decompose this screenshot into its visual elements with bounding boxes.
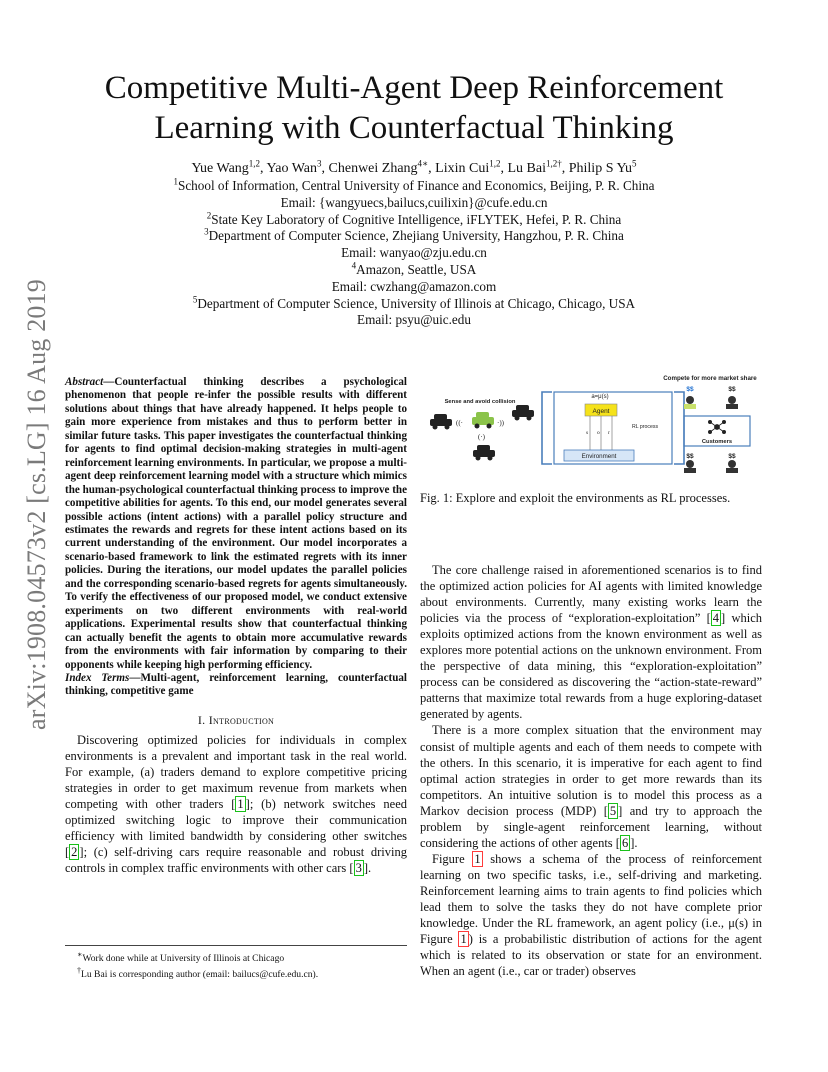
author-affiliation-mark: 1,2 — [489, 158, 501, 169]
footnote-mark: † — [77, 966, 81, 976]
paragraph-text: Discovering optimized policies for individuals in complex environments is a prevalent and important task in the real world. For example, (a) traders demand to explore competitive pricing strategies in order to get maximum revenue from markets when competing with other traders — [65, 732, 407, 812]
footnotes — [65, 945, 407, 981]
author-block — [120, 160, 708, 329]
fig-left-label: Sense and avoid collision — [444, 399, 516, 405]
author-affiliation-mark: 1,2† — [545, 158, 562, 169]
footnote — [65, 965, 407, 981]
author-affiliation-mark: 3 — [317, 158, 322, 169]
agent-label: Agent — [592, 408, 610, 415]
dollar-label-2: $$ — [728, 386, 736, 393]
paragraph-text: . — [368, 861, 372, 876]
affiliation-line — [120, 279, 708, 296]
figure-1 — [420, 372, 766, 487]
index-terms-label: Index Terms — [65, 671, 130, 684]
trader-icon — [684, 396, 696, 409]
right-frame — [674, 392, 684, 464]
affiliation-mark: 5 — [192, 294, 198, 305]
paragraph-text: The core challenge raised in aforementioned scenarios is to find the optimized action policies for AI agents with limited knowledge about environments. Currently, many existing works learn the policies via the process of “exploration-exploitation” — [420, 563, 762, 626]
affiliation-list — [120, 178, 708, 329]
index-terms — [65, 672, 407, 699]
affiliation-line — [120, 228, 708, 245]
figure-ref-link[interactable]: 1 — [474, 851, 481, 866]
author-affiliation-mark: 4∗ — [417, 158, 429, 169]
abstract-label: Abstract — [65, 376, 104, 388]
footnote-mark: ∗ — [77, 950, 83, 959]
affiliation-text: Email: psyu@uic.edu — [357, 312, 471, 328]
signal-icon-2: ·)) — [497, 419, 504, 427]
abstract — [65, 376, 407, 672]
left-frame — [542, 392, 552, 464]
author-name: Philip S Yu — [568, 161, 633, 176]
citation-link[interactable]: 3 — [355, 861, 362, 876]
affiliation-mark: 1 — [173, 176, 178, 187]
footnote-text: Work done while at University of Illinois at Chicago — [82, 953, 285, 965]
author-name: Yue Wang — [191, 161, 249, 176]
car-icon-3 — [473, 445, 495, 461]
affiliation-text: Department of Computer Science, University of Illinois at Chicago, Chicago, USA — [197, 295, 636, 311]
affiliation-line — [120, 296, 708, 313]
affiliation-line — [120, 195, 708, 212]
abstract-text: —Counterfactual thinking describes a psychological phenomenon that people re-infer the possible results with different solutions about things that have already happened. It helps people to gain more experience from mistakes and thus to perform better in similar future tasks. This paper investigates the counterfactual thinking for agents to find optimal decision-making strategies in multi-agent reinforcement learning environments. In particular, we propose a multi-agent deep reinforcement learning model with a structure which mimics the human-psychological counterfactual thinking process to improve the competitive abilities for agents. To this end, our model generates several possible actions (intent actions) with a parallel policy structure and estimates the rewards and regrets for these intent actions based on its current understanding of the environment. Our model incorporates a scenario-based framework to link the estimated regrets with its inner policies. During the iterations, our model updates the parallel policies and the corresponding scenario-based regrets for agents simultaneously. To verify the effectiveness of our proposed model, we conduct extensive experiments on two different environments with real-world applications. Experimental results show that counterfactual thinking can actually benefit the agents to obtain more accumulative rewards from the environments with fair information by comparing to their opponents while keeping high performing efficiency. — [65, 376, 407, 671]
author-affiliation-mark: 5 — [632, 158, 637, 169]
author-name: Chenwei Zhang — [328, 161, 418, 176]
affiliation-line — [120, 212, 708, 229]
intro-paragraph-1: Discovering optimized policies for individuals in complex environments is a prevalent and important task in the real world. For example, (a) traders demand to explore competitive pricing strategies in order to get maximum revenue from markets when competing with other traders [ 1 ]; (b) network switches need optimized switching logic to improve their communication efficiency with limited bandwidth by considering other switches [ 2 ]; (c) self-driving cars require reasonable and robust driving controls in complex traffic environments with other cars [ 3 ]. — [65, 732, 407, 876]
paragraph-text: and try to approach the problem by single-agent reinforcement learning, without considering the actions of other agents — [420, 803, 763, 850]
affiliation-text: Department of Computer Science, Zhejiang University, Hangzhou, P. R. China — [208, 228, 624, 244]
affiliation-line — [120, 245, 708, 262]
affiliation-line — [120, 312, 708, 329]
section-heading — [65, 712, 407, 728]
signal-icon-3: (·) — [478, 433, 485, 441]
footnote — [65, 949, 407, 965]
intro-paragraph-2: The core challenge raised in aforementioned scenarios is to find the optimized action policies for AI agents with limited knowledge about environments. Currently, many existing works learn the policies via the process of “exploration-exploitation” [ 4 ] which exploits optimized actions from the known environment as well as explores more potential actions on the unknown environment. From the perspective of data mining, this “exploration-exploitation” process can be considered as discovering the “action-state-reward” patterns that maximize total rewards from a huge exploring-dataset generated by agents. — [420, 563, 762, 722]
affiliation-line — [120, 178, 708, 195]
trader-icon-4 — [726, 460, 738, 473]
s-label: s — [586, 430, 589, 436]
affiliation-text: Amazon, Seattle, USA — [356, 261, 477, 277]
trader-icon-2 — [726, 396, 738, 409]
dollar-label-1: $$ — [686, 386, 694, 393]
affiliation-text: Email: cwzhang@amazon.com — [331, 278, 497, 294]
affiliation-mark: 2 — [206, 210, 212, 221]
right-column — [420, 562, 762, 979]
network-icon — [708, 420, 725, 433]
r-label: r — [608, 430, 610, 436]
intro-paragraph-3: There is a more complex situation that the environment may consist of multiple agents and each of them needs to compete with the others. In this scenario, it is imperative for each agent to find optimal action strategies in order to get more rewards than its competitors. An intuitive solution is to model this process as a Markov decision process (MDP) [ 5 ] and try to approach the problem by single-agent reinforcement learning, without considering the actions of other agents [ 6 ]. — [420, 723, 763, 850]
paper-title: Competitive Multi-Agent Deep Reinforcement Learning with Counterfactual Thinking — [104, 70, 724, 146]
self-driving-car-icon — [472, 412, 494, 429]
affiliation-text: Email: wanyao@zju.edu.cn — [341, 245, 487, 261]
author-name: Yao Wan — [266, 161, 318, 176]
dollar-label-4: $$ — [728, 453, 736, 460]
author-name: Lu Bai — [507, 161, 546, 176]
affiliation-mark: 4 — [351, 260, 357, 271]
figure-ref-link[interactable]: 1 — [460, 932, 467, 947]
car-icon — [430, 414, 452, 430]
trader-icon-3 — [684, 460, 696, 473]
paragraph-text: ; (b) network switches need optimized switching logic to improve their communication efficiency with limited bandwidth by considering other switches — [65, 797, 407, 844]
paragraph-text: ; (c) self-driving cars require reasonable and robust driving controls in complex traffic environments with other cars — [65, 845, 407, 876]
environment-label: Environment — [581, 453, 617, 460]
citation-link[interactable]: 4 — [712, 611, 720, 626]
car-icon-2 — [512, 405, 534, 421]
affiliation-text: State Key Laboratory of Cognitive Intelligence, iFLYTEK, Hefei, P. R. China — [211, 211, 622, 227]
citation-link[interactable]: 1 — [237, 797, 244, 812]
citation-link[interactable]: 5 — [609, 803, 617, 818]
paragraph-text: which exploits optimized actions from the known environment as well as explores more potential actions on the unknown environment. From the perspective of data mining, this “exploration-exploitation” process can be considered as discovering the “action-state-reward” patterns that maximize total rewards from a huge exploring-dataset generated by agents. — [420, 611, 762, 722]
author-affiliation-mark: 1,2 — [248, 158, 261, 169]
author-name: Lixin Cui — [435, 161, 490, 176]
affiliation-text: School of Information, Central University of Finance and Economics, Beijing, P. R. China — [177, 178, 655, 193]
o-label: o — [597, 430, 600, 436]
dollar-label-3: $$ — [686, 453, 694, 460]
policy-label: a=μ(s) — [591, 394, 609, 400]
rl-label: RL process — [632, 424, 659, 430]
figure-1-diagram — [420, 372, 766, 487]
paragraph-text: shows a schema of the process of reinforcement learning on two specific tasks, i.e., self-driving and marketing. Reinforcement learning aims to train agents to find policies which lead them to solve the tasks they do not have complete prior knowledge. Under the RL framework, an agent policy (i.e., μ(s) in Figure — [420, 851, 763, 947]
author-list: Yue Wang$^{1,2}$, Yao Wan$^3$, Chenwei Zhang$^{4∗}$, Lixin Cui$^{1,2}$, Lu Bai$^{1,2\dagger}$, Philip S Yu$^5$ — [191, 158, 637, 176]
arxiv-side-stamp: arXiv:1908.04573v2 [cs.LG] 16 Aug 2019 — [22, 279, 51, 730]
paragraph-text: ) is a probabilistic distribution of actions for the agent which is related to its observation or state for an environment. When an agent (i.e., car or trader) observes — [420, 932, 762, 979]
paragraph-text: Figure — [432, 851, 473, 866]
section-number: I. — [197, 712, 206, 727]
affiliation-text: Email: {wangyuecs,bailucs,cuilixin}@cufe.edu.cn — [280, 194, 548, 210]
index-terms-text: —Multi-agent, reinforcement learning, counterfactual thinking, competitive game — [65, 671, 407, 698]
citation-link[interactable]: 6 — [621, 835, 629, 850]
intro-paragraph-4 — [420, 851, 762, 979]
affiliation-line — [120, 262, 708, 279]
paragraph-text: . — [634, 835, 638, 850]
left-column — [65, 376, 407, 876]
footnote-text: Lu Bai is corresponding author (email: bailucs@cufe.edu.cn). — [81, 969, 319, 981]
figure-caption: Fig. 1: Explore and exploit the environments as RL processes. — [420, 491, 731, 505]
section-title: Introduction — [208, 712, 275, 727]
affiliation-mark: 3 — [204, 227, 209, 237]
citation-link[interactable]: 2 — [71, 845, 78, 860]
customers-label: Customers — [701, 439, 733, 445]
signal-icon: ((· — [456, 419, 463, 427]
paragraph-text: There is a more complex situation that the environment may consist of multiple agents and each of them needs to compete with the others. In this scenario, it is imperative for each agent to find optimal action strategies in order to get more rewards than its competitors. An intuitive solution is to model this process as a Markov decision process (MDP) — [420, 723, 762, 818]
fig-top-label: Compete for more market share — [663, 375, 757, 382]
